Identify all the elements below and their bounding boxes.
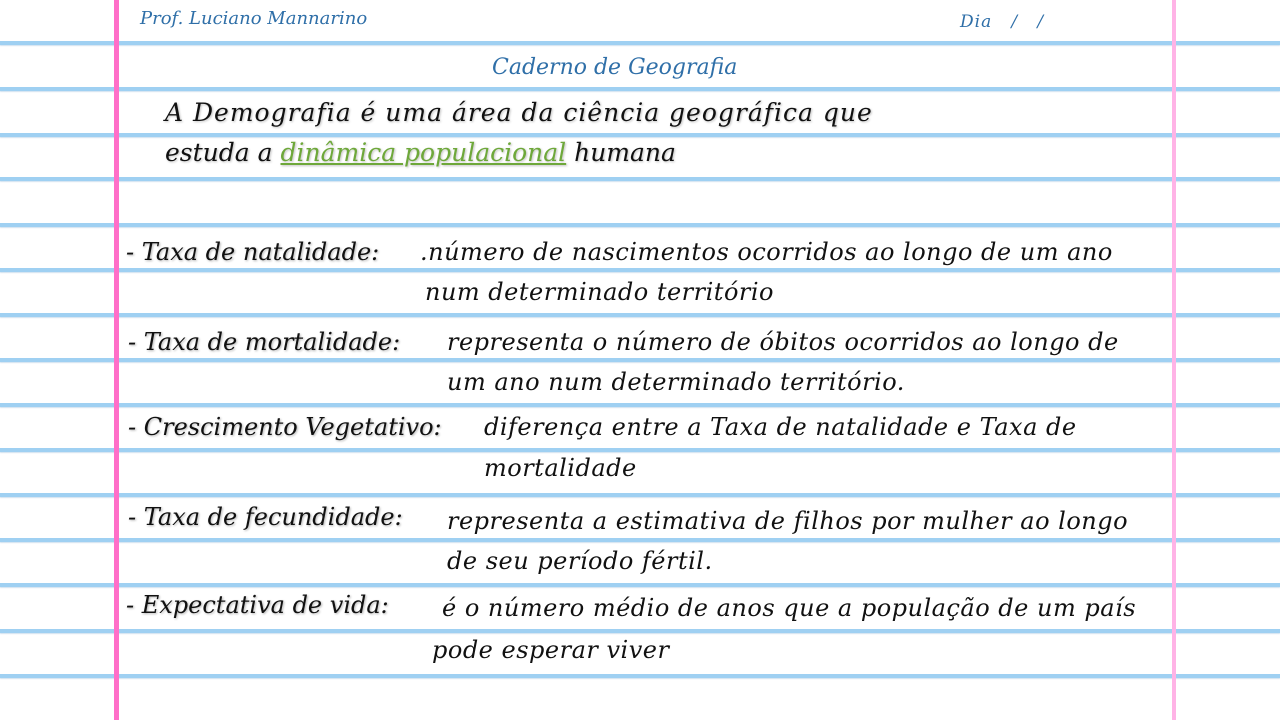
intro-line-1: A Demografia é uma área da ciência geográfica que: [165, 98, 873, 127]
ruled-line: [0, 493, 1280, 497]
ruled-line: [0, 133, 1280, 137]
definition-natalidade-line-1: .número de nascimentos ocorridos ao longo de um ano: [420, 238, 1113, 266]
definition-mortalidade-line-2: um ano num determinado território.: [447, 368, 905, 396]
ruled-line: [0, 583, 1280, 587]
definition-crescimento-line-2: mortalidade: [484, 454, 637, 482]
intro-text-after: humana: [566, 138, 676, 167]
right-margin-line: [1172, 0, 1176, 720]
ruled-line: [0, 448, 1280, 452]
ruled-line: [0, 358, 1280, 362]
intro-line-2: [165, 138, 676, 167]
dinamica-populacional-link[interactable]: dinâmica populacional: [280, 138, 567, 167]
definition-mortalidade-line-1: representa o número de óbitos ocorridos ao longo de: [447, 328, 1119, 356]
definition-expectativa-line-1: é o número médio de anos que a população de um país: [442, 594, 1137, 622]
term-natalidade: - Taxa de natalidade:: [126, 238, 380, 266]
term-fecundidade: - Taxa de fecundidade:: [128, 503, 403, 531]
notebook-title: Caderno de Geografia: [492, 55, 738, 80]
ruled-line: [0, 313, 1280, 317]
ruled-line: [0, 268, 1280, 272]
definition-crescimento-line-1: diferença entre a Taxa de natalidade e Taxa de: [484, 413, 1077, 441]
intro-text-before: estuda a: [165, 138, 281, 167]
teacher-name: Prof. Luciano Mannarino: [140, 8, 368, 29]
ruled-line: [0, 674, 1280, 678]
definition-natalidade-text: número de nascimentos ocorridos ao longo de um ano: [428, 238, 1113, 266]
definition-expectativa-line-2: pode esperar viver: [432, 636, 670, 664]
ruled-line: [0, 538, 1280, 542]
ruled-line: [0, 629, 1280, 633]
ruled-line: [0, 403, 1280, 407]
left-margin-line: [114, 0, 119, 720]
ruled-line: [0, 41, 1280, 45]
term-crescimento-vegetativo: - Crescimento Vegetativo:: [128, 413, 442, 441]
definition-fecundidade-line-2: de seu período fértil.: [447, 547, 713, 575]
definition-natalidade-line-2: num determinado território: [425, 278, 774, 306]
term-mortalidade: - Taxa de mortalidade:: [128, 328, 401, 356]
ruled-line: [0, 87, 1280, 91]
definition-fecundidade-line-1: representa a estimativa de filhos por mulher ao longo: [447, 507, 1129, 535]
term-expectativa-de-vida: - Expectativa de vida:: [126, 591, 389, 619]
date-field: Dia / /: [960, 12, 1045, 32]
ruled-line: [0, 223, 1280, 227]
ruled-line: [0, 177, 1280, 181]
